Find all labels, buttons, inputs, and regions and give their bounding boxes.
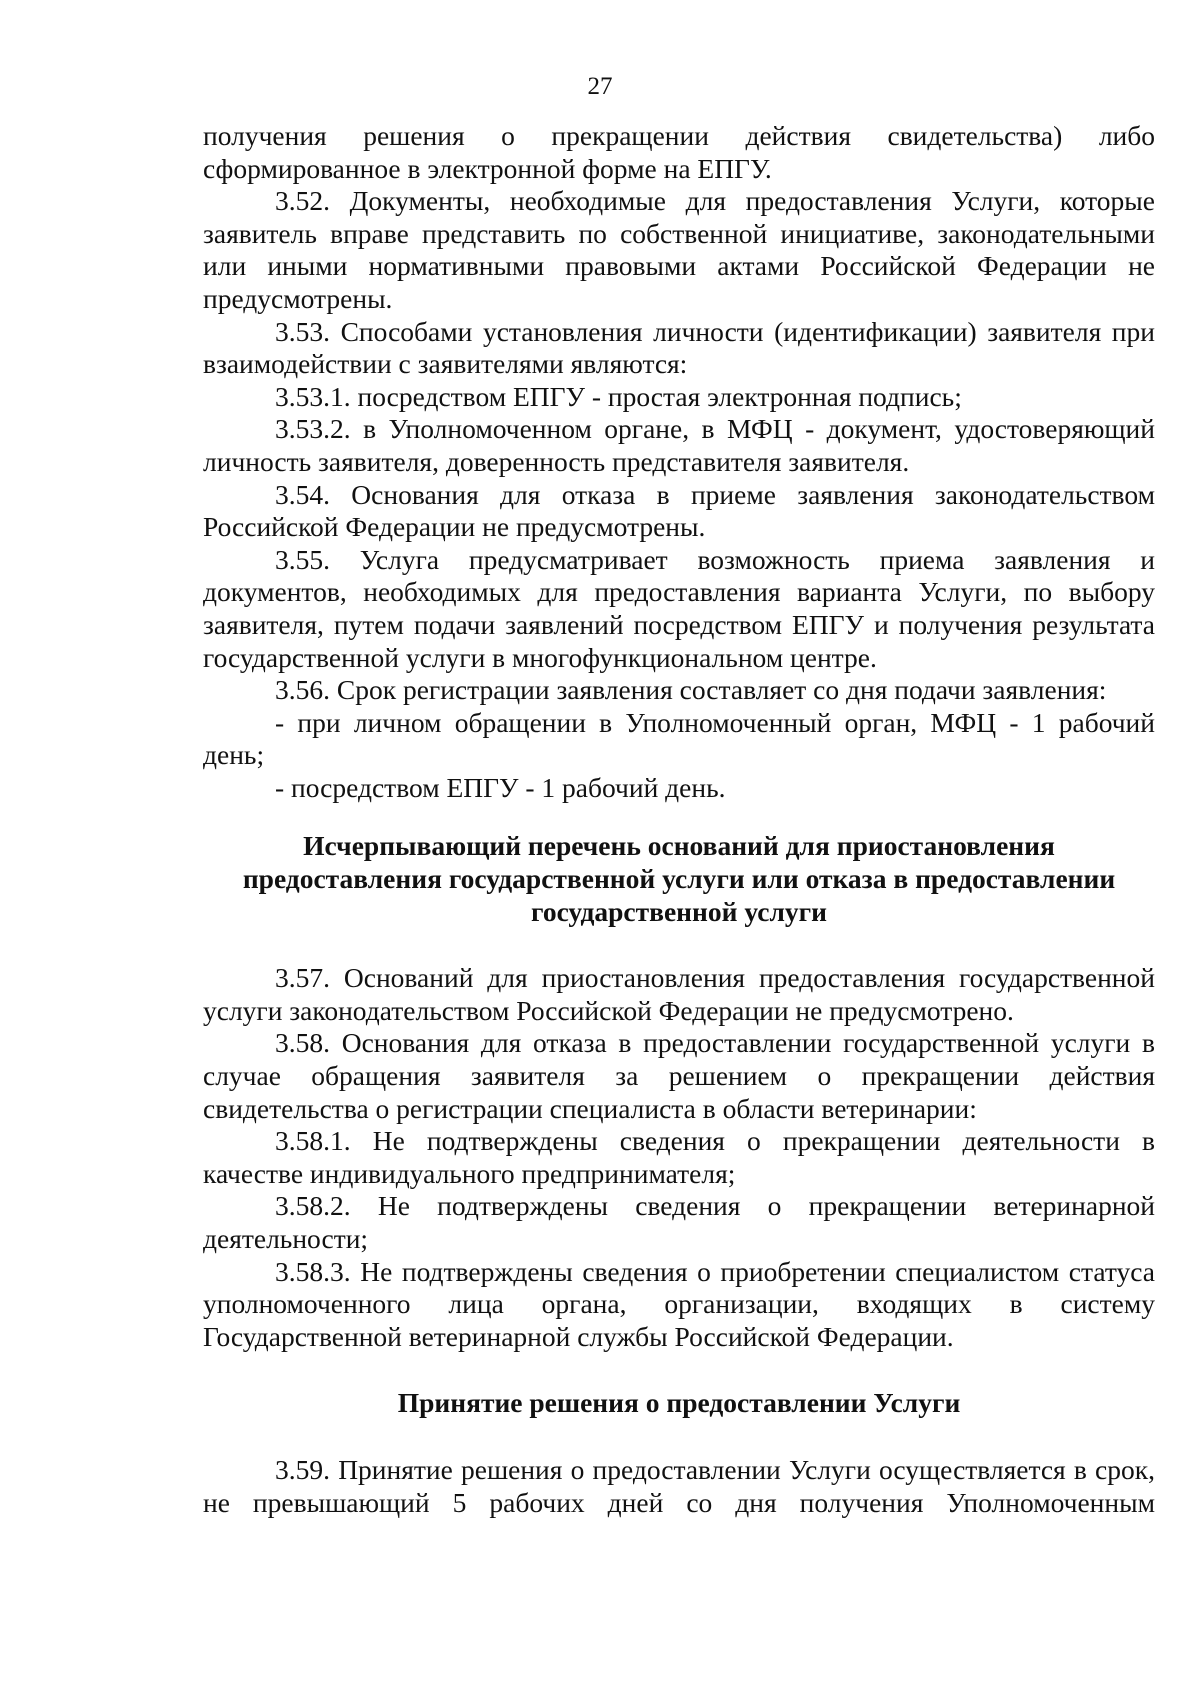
paragraph-3-59: 3.59. Принятие решения о предоставлении Услуги осуществляется в срок, не превышающий 5 рабочих дней со дня получения Уполномоченным [203,1453,1155,1518]
document-body [203,120,1155,1519]
paragraph-3-58: 3.58. Основания для отказа в предоставлении государственной услуги в случае обращения заявителя за решением о прекращении действия свидетельства о регистрации специалиста в области ветеринарии: [203,1027,1155,1124]
paragraph-3-58-2: 3.58.2. Не подтверждены сведения о прекращении ветеринарной деятельности; [203,1190,1155,1254]
paragraph-3-58-1: 3.58.1. Не подтверждены сведения о прекращении деятельности в качестве индивидуального предпринимателя; [203,1125,1155,1189]
paragraph-continuation: получения решения о прекращении действия свидетельства) либо сформированное в электронной форме на ЕПГУ. [203,120,1155,184]
paragraph-3-53-2: 3.53.2. в Уполномоченном органе, в МФЦ - документ, удостоверяющий личность заявителя, доверенность представителя заявителя. [203,413,1155,477]
section-heading-line: предоставления государственной услуги или отказа в предоставлении [242,863,1116,895]
section-heading-line: государственной услуги [531,895,827,927]
paragraph-3-55: 3.55. Услуга предусматривает возможность приема заявления и документов, необходимых для предоставления варианта Услуги, по выбору заявителя, путем подачи заявлений посредством ЕПГУ и получения результата государственной услуги в многофункциональном центре. [203,543,1155,673]
paragraph-3-53: 3.53. Способами установления личности (идентификации) заявителя при взаимодействии с заявителями являются: [203,315,1155,380]
list-item-personal-visit: - при личном обращении в Уполномоченный орган, МФЦ - 1 рабочий день; [203,706,1155,771]
paragraph-3-53-1: 3.53.1. посредством ЕПГУ - простая электронная подпись; [275,380,962,412]
list-item-epgu: - посредством ЕПГУ - 1 рабочий день. [275,771,726,803]
paragraph-3-57: 3.57. Оснований для приостановления предоставления государственной услуги законодательством Российской Федерации не предусмотрено. [203,962,1155,1026]
paragraph-3-58-3: 3.58.3. Не подтверждены сведения о приобретении специалистом статуса уполномоченного лица органа, организации, входящих в систему Государственной ветеринарной службы Российской Федерации. [203,1255,1155,1352]
section-heading-grounds [203,830,1155,928]
section-heading-line: Исчерпывающий перечень оснований для приостановления [303,830,1055,862]
paragraph-3-56: 3.56. Срок регистрации заявления составляет со дня подачи заявления: [275,674,1107,706]
paragraph-3-52: 3.52. Документы, необходимые для предоставления Услуги, которые заявитель вправе представить по собственной инициативе, законодательными или иными нормативными правовыми актами Российской Федерации не предусмотрены. [203,185,1155,314]
page-number: 27 [587,73,613,100]
paragraph-3-54: 3.54. Основания для отказа в приеме заявления законодательством Российской Федерации не предусмотрены. [203,478,1155,543]
section-heading-decision: Принятие решения о предоставлении Услуги [397,1387,961,1419]
